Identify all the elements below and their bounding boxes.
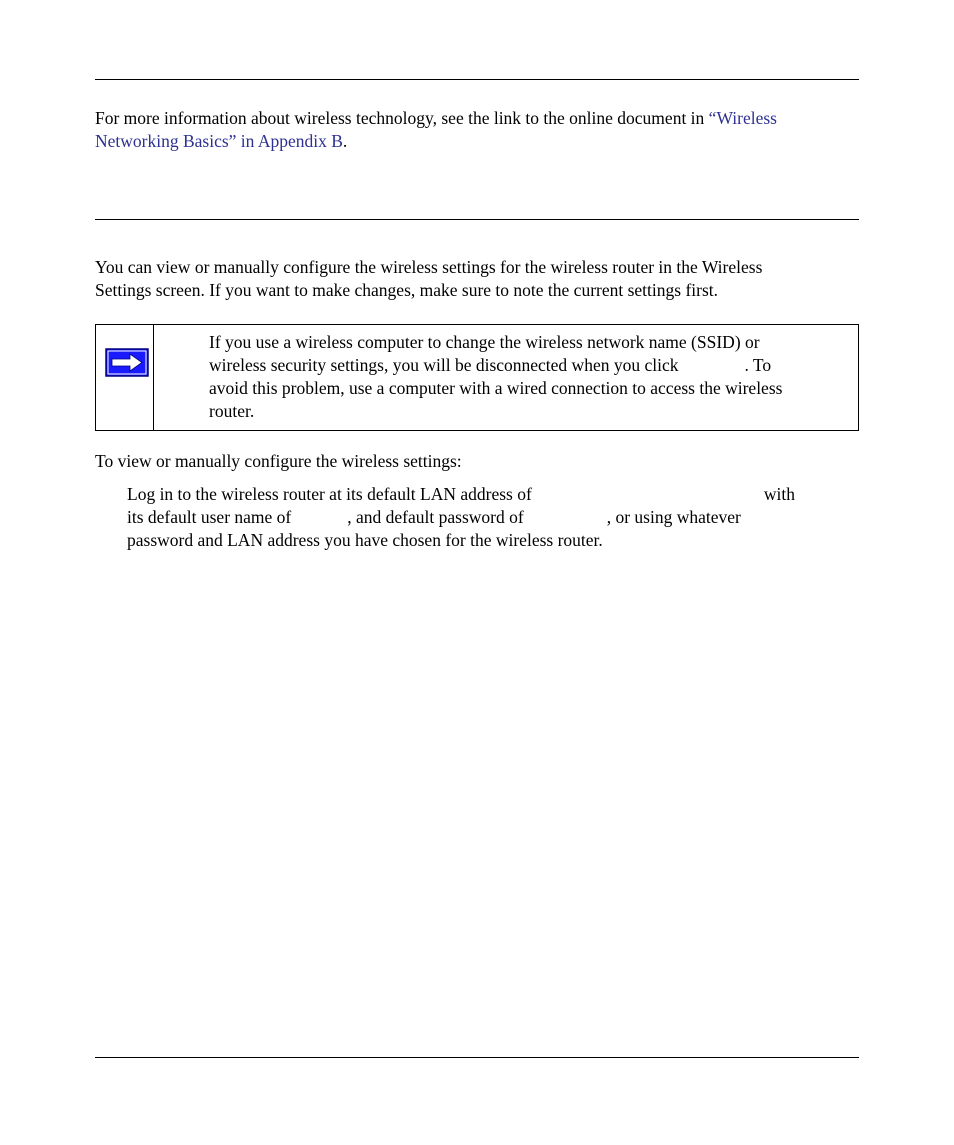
step1-line2-b: , and default password of	[347, 507, 524, 527]
settings-intro-line2: Settings screen. If you want to make changes, make sure to note the current settings first.	[95, 280, 719, 300]
right-arrow-icon	[105, 348, 149, 377]
intro-period: .	[342, 131, 348, 151]
settings-intro-paragraph	[95, 256, 859, 302]
procedure-lead	[95, 450, 859, 473]
footer-rule	[95, 1057, 859, 1058]
header-rule	[95, 79, 859, 80]
procedure-step-1	[127, 483, 857, 552]
step1-line3: password and LAN address you have chosen for the wireless router.	[127, 530, 603, 550]
step1-line2-c: , or using whatever	[606, 507, 741, 527]
note-box	[95, 324, 859, 431]
intro-text: For more information about wireless technology, see the link to the online document in	[95, 108, 709, 128]
wireless-basics-link-part2[interactable]: Networking Basics” in Appendix B	[95, 131, 343, 151]
note-text	[209, 331, 854, 423]
intro-paragraph	[95, 107, 859, 153]
note-line3: avoid this problem, use a computer with a wired connection to access the wireless	[209, 378, 783, 398]
wireless-basics-link-part1[interactable]: “Wireless	[708, 108, 777, 128]
step1-line1-after: with	[763, 484, 795, 504]
step1-line2-a: its default user name of	[127, 507, 292, 527]
note-line2-after: . To	[744, 355, 772, 375]
procedure-lead-text: To view or manually configure the wireless settings:	[95, 451, 462, 471]
note-line4: router.	[209, 401, 255, 421]
section-rule	[95, 219, 859, 220]
note-divider	[153, 325, 154, 430]
note-line2-before: wireless security settings, you will be disconnected when you click	[209, 355, 679, 375]
step1-line1-before: Log in to the wireless router at its default LAN address of	[127, 484, 532, 504]
note-line1: If you use a wireless computer to change the wireless network name (SSID) or	[209, 332, 760, 352]
settings-intro-line1: You can view or manually configure the wireless settings for the wireless router in the Wireless	[95, 257, 763, 277]
